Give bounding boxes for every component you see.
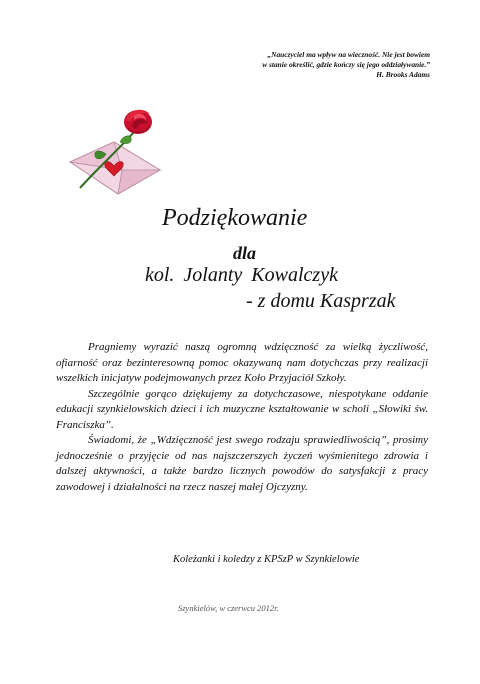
recipient-name: kol. Jolanty Kowalczyk (145, 264, 338, 286)
quote-line-1: „Nauczyciel ma wpływ na wieczność. Nie jest bowiem (267, 50, 430, 59)
rose-on-envelope-icon (62, 100, 168, 196)
epigraph-quote (180, 50, 430, 80)
signature: Koleżanki i koledzy z KPSzP w Szynkielowie (173, 554, 360, 565)
place-date: Szynkielów, w czerwcu 2012r. (178, 603, 279, 613)
maiden-name: - z domu Kasprzak (246, 290, 396, 312)
for-label: dla (233, 243, 257, 263)
paragraph-3: Świadomi, że „Wdzięczność jest swego rodzaju sprawiedliwością”, prosimy jednocześnie o przyjęcie od nas najszczerszych życzeń wyśmienitego zdrowia i dalszej aktywności, a także bardzo licznych powodów do satysfakcji z pracy zawodowej i działalności na rzecz naszej małej Ojczyzny. (56, 434, 428, 493)
page-title: Podziękowanie (162, 205, 308, 231)
quote-author: H. Brooks Adams (376, 70, 430, 79)
paragraph-2: Szczególnie gorąco dziękujemy za dotychczasowe, niespotykane oddanie edukacji szynkielowskich dzieci i ich muzyczne kształtowanie w scholi „Słowiki św. Franciszka”. (56, 387, 428, 431)
paragraph-1: Pragniemy wyrazić naszą ogromną wdzięczność za wielką życzliwość, ofiarność oraz bezinteresowną pomoc okazywaną nam dotychczas przy realizacji wszelkich inicjatyw podejmowanych przez Koło Przyjaciół Szkoły. (56, 341, 428, 384)
letter-body (56, 340, 428, 495)
rose-icon (124, 110, 152, 134)
quote-line-2: w stanie określić, gdzie kończy się jego oddziaływanie.” (262, 60, 430, 69)
